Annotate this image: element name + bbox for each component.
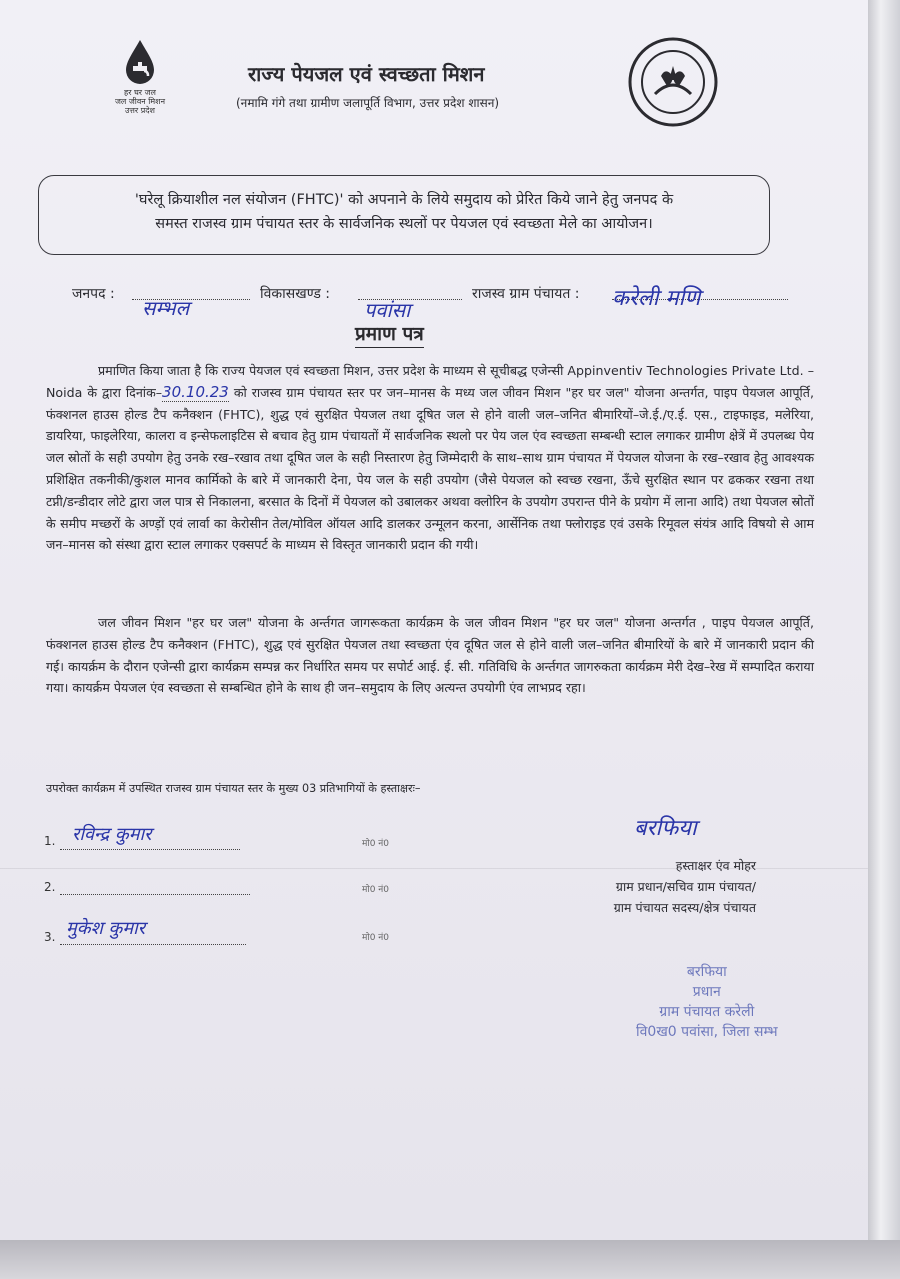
block-label: विकासखण्ड : (260, 286, 331, 302)
participant-mobile-2: मो0 नं0 (362, 885, 390, 895)
certificate-paragraph-2 (46, 612, 814, 699)
para2-text: जल जीवन मिशन "हर घर जल" योजना के अर्न्तगत जागरूकता कार्यक्रम के जल जीवन मिशन "हर घर जल" योजना अन्तर्गत , पाइप पेयजल आपूर्ति, फंक्शनल हाउस होल्ड टैप कनैक्शन (FHTC), शुद्ध एवं सुरक्षित पेयजल तथा स्वच्छता एंव दूषित जल से होने वाली जल–जनित बीमारियों के बारे में जानकारी प्रदान की गई। कायर्क्रम के दौरान एजेन्सी द्वारा कार्यक्रम सम्पन्न कर निर्धारित समय पर सपोर्ट आई. ई. सी. गतिविधि के अर्न्तगत जागरुकता कार्यक्रम मेरी देख–रेख में सम्पादित कराया गया। कायर्क्रम पेयजल एंव स्वच्छता से सम्बन्धित होने के साथ ही जन–समुदाय के लिए अत्यन्त उपयोगी एंव लाभप्रद रहा। (46, 615, 814, 696)
participant-signature-3: मुकेश कुमार (66, 918, 146, 939)
page-title: राज्य पेयजल एवं स्वच्छता मिशन (248, 62, 485, 86)
district-value: सम्भल (142, 296, 190, 320)
participant-line-1 (60, 848, 240, 850)
participant-mobile-3: मो0 नं0 (362, 933, 390, 943)
water-drop-tap-icon (120, 38, 160, 88)
participant-line-3 (60, 943, 246, 945)
stamp-block: वि0ख0 पवांसा, जिला सम्भ (636, 1024, 778, 1040)
certificate-title: प्रमाण पत्र (355, 320, 424, 348)
para1-rest: को राजस्व ग्राम पंचायत स्तर पर जन–मानस के मध्य जल जीवन मिशन "हर घर जल" योजना अन्तर्गत, पाइप पेयजल आपूर्ति, फंक्शनल हाउस होल्ड टैप कनैक्शन (FHTC), शुद्ध एवं सुरक्षित पेयजल तथा दूषित जल से होने वाली जल–जनित बीमारियों–जे.ई./ए.ई. एस., टाइफाइड, मलेरिया, डायरिया, फाइलेरिया, कालरा व इन्सेफलाइटिस से बचाव हेतु ग्राम पंचायतों में सार्वजनिक स्थलो पर पेय जल एंव स्वच्छता सम्बन्धी स्टाल लगाकर ग्रामीण क्षेत्रें में उपलब्ध पेय जल स्रोतों के सही उपयोग हेतु उनके रख–रखाव तथा दूषित जल के सही निस्तारण हेतु जिम्मेदारी के साथ–साथ ग्राम पंचायत में पेयजल योजना के रख–रखाव हेतु आवश्यक प्रशिक्षित तकनीकी/कुशल मानव कार्मिको के बारे में जानकारी देना, पेय जल के सही उपयोग (जैसे पेयजल को स्वच्छ रखना, ऊँचे सुरक्षित स्थान पर ढककर रखना तथा टप्नी/डन्डीदार लोटे द्वारा जल पात्र से निकालना, बरसात के दिनों में पेयजल को उबालकर अथवा क्लोरिन के उपयोग उपरान्त पीने के प्रयोग में लाना आदि) तथा पेयजल स्रोतों के समीप मच्छरों के अण्ड़ों एवं लार्वा का केरोसीन तेल/मोविल ऑयल आदि डालकर उन्मूलन करना, आर्सेनिक तथा फ्लोराइड एवं उसके रिमूवल संयंत्र आदि विषयो से आम जन–मानस को संस्था द्वारा स्टाल लगाकर एक्सपर्ट के माध्यम से विस्तृत जानकारी प्रदान की गयी। (46, 384, 814, 553)
logo-tag-3: उत्तर प्रदेश (125, 106, 155, 115)
up-government-seal (627, 36, 719, 132)
participant-number-2: 2. (44, 880, 56, 894)
paper-edge-background (868, 0, 900, 1279)
block-value: पवांसा (364, 298, 411, 322)
authority-signature: बरफिया (634, 816, 697, 841)
authority-labels (580, 855, 756, 918)
notice-line-1: 'घरेलू क्रियाशील नल संयोजन (FHTC)' को अपनाने के लिये समुदाय को प्रेरित किये जाने हेतु जनपद के (134, 192, 674, 208)
participants-intro: उपरोक्त कार्यक्रम में उपस्थित राजस्व ग्राम पंचायत स्तर के मुख्य 03 प्रतिभागियों के हस्ताक्षरः– (46, 782, 421, 795)
participant-signature-1: रविन्द्र कुमार (72, 824, 152, 845)
pradhan-stamp (636, 962, 778, 1042)
district-label: जनपद : (72, 286, 115, 302)
bottom-background-strip (0, 1240, 900, 1279)
state-emblem-icon (627, 36, 719, 128)
para1-start: प्रमाणित किया जाता है कि राज्य पेयजल एवं स्वच्छता मिशन, उत्तर प्रदेश के माध्यम से सूचीबद्ध एजेन्सी Appinventiv Technologies Private Ltd. – Noida के द्वारा दिनांक– (46, 363, 814, 400)
logo-tag-2: जल जीवन मिशन (114, 97, 166, 106)
authority-label-3: ग्राम पंचायत सदस्य/क्षेत्र पंचायत (613, 900, 756, 915)
participant-number-1: 1. (44, 834, 56, 848)
notice-line-2: समस्त राजस्व ग्राम पंचायत स्तर के सार्वजनिक स्थलों पर पेयजल एवं स्वच्छता मेले का आयोजन। (155, 216, 653, 232)
authority-label-2: ग्राम प्रधान/सचिव ग्राम पंचायत/ (615, 879, 756, 894)
participant-line-2 (60, 893, 250, 895)
participant-mobile-1: मो0 नं0 (362, 839, 390, 849)
certificate-paragraph-1 (46, 360, 814, 556)
logo-tag-1: हर घर जल (124, 88, 156, 97)
authority-label-1: हस्ताक्षर एंव मोहर (675, 858, 756, 873)
stamp-role: प्रधान (692, 984, 721, 1000)
program-date: 30.10.23 (162, 382, 229, 401)
jal-jeevan-mission-logo (100, 38, 180, 115)
stamp-name: बरफिया (686, 964, 727, 980)
participant-number-3: 3. (44, 930, 56, 944)
panchayat-value: करेली मणि (612, 286, 701, 311)
notice-box (38, 175, 770, 255)
panchayat-label: राजस्व ग्राम पंचायत : (472, 286, 580, 302)
page-subtitle: (नमामि गंगे तथा ग्रामीण जलापूर्ति विभाग, उत्तर प्रदेश शासन) (236, 96, 500, 110)
stamp-place: ग्राम पंचायत करेली (659, 1004, 755, 1020)
